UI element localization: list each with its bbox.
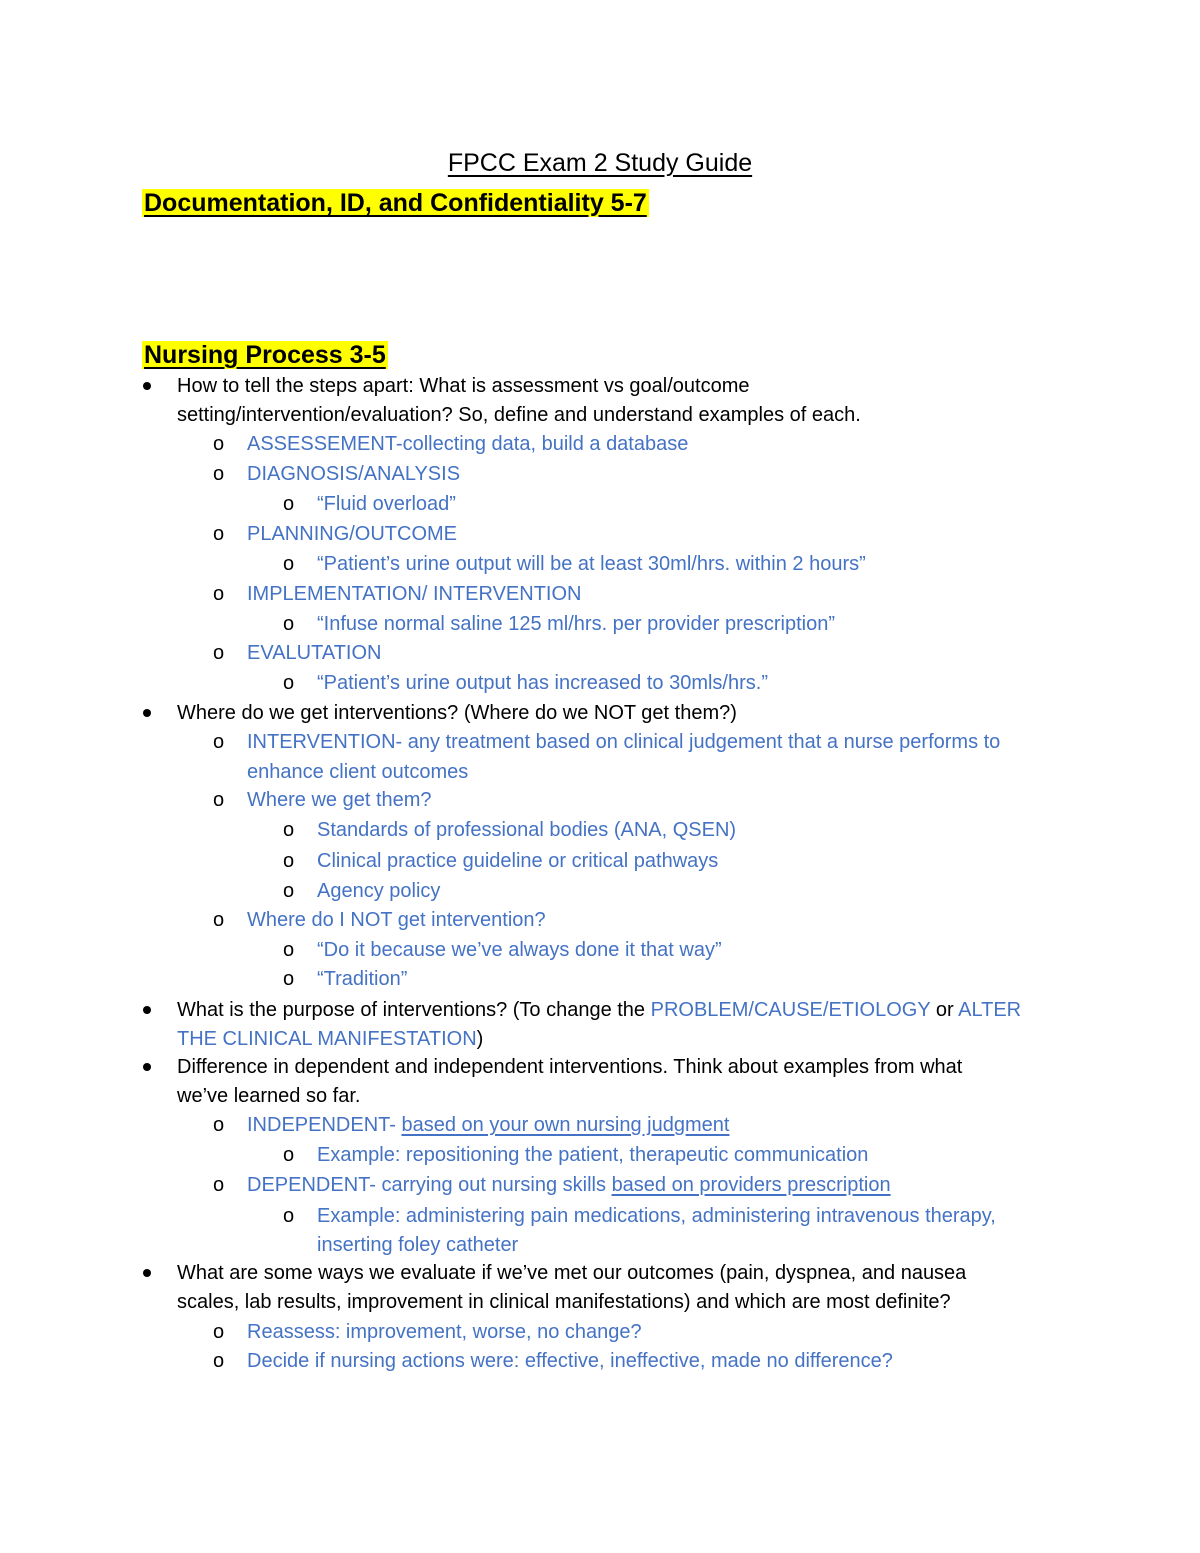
circle-bullet-icon: o [213,642,225,664]
bullet-2-line-1: Where do we get interventions? (Where do we NOT get them?) [177,702,737,724]
circle-bullet-icon: o [283,819,295,841]
step-assessment: ASSESSEMENT-collecting data, build a database [247,433,689,455]
step-evaluation: EVALUTATION [247,642,382,664]
dependent-definition: based on providers prescription [611,1174,891,1196]
circle-bullet-icon: o [213,909,225,931]
bullet-3-line-1 [177,995,1021,1025]
bullet-icon [143,1006,151,1014]
bullet-3-part-2: PROBLEM/CAUSE/ETIOLOGY [650,999,931,1021]
bullet-4-line-1: Difference in dependent and independent interventions. Think about examples from what [177,1056,963,1078]
section-heading-documentation-text: Documentation, ID, and Confidentiality 5-7 [144,189,647,217]
circle-bullet-icon: o [213,1174,225,1196]
intervention-definition-line-1: INTERVENTION- any treatment based on clinical judgement that a nurse performs to [247,731,1001,753]
source-standards: Standards of professional bodies (ANA, QSEN) [317,819,737,841]
bullet-5-line-1: What are some ways we evaluate if we’ve met our outcomes (pain, dyspnea, and nausea [177,1262,967,1284]
bullet-5-line-2: scales, lab results, improvement in clinical manifestations) and which are most definite? [177,1291,951,1313]
intervention-definition-line-2: enhance client outcomes [247,761,469,783]
circle-bullet-icon: o [283,850,295,872]
circle-bullet-icon: o [283,672,295,694]
circle-bullet-icon: o [283,613,295,635]
circle-bullet-icon: o [283,968,295,990]
decide-line: Decide if nursing actions were: effective, ineffective, made no difference? [247,1350,893,1372]
bullet-icon [143,1269,151,1277]
step-planning-example: “Patient’s urine output will be at least 30ml/hrs. within 2 hours” [317,553,866,575]
source-guidelines: Clinical practice guideline or critical pathways [317,850,719,872]
not-source-2: “Tradition” [317,968,408,990]
independent-definition: based on your own nursing judgment [401,1114,730,1136]
circle-bullet-icon: o [283,939,295,961]
where-not: Where do I NOT get intervention? [247,909,546,931]
section-heading-documentation [142,186,649,220]
where-we-get-them: Where we get them? [247,789,432,811]
circle-bullet-icon: o [213,789,225,811]
dependent-label: DEPENDENT- carrying out nursing skills [247,1174,612,1196]
circle-bullet-icon: o [213,1350,225,1372]
bullet-1-line-2: setting/intervention/evaluation? So, define and understand examples of each. [177,404,861,426]
circle-bullet-icon: o [283,1205,295,1227]
section-heading-nursing-process [142,338,388,372]
circle-bullet-icon: o [283,880,295,902]
bullet-3-part-5: THE CLINICAL MANIFESTATION [177,1028,477,1050]
bullet-3-part-1: What is the purpose of interventions? (To change the [177,999,651,1021]
circle-bullet-icon: o [213,523,225,545]
circle-bullet-icon: o [213,1114,225,1136]
independent-example: Example: repositioning the patient, therapeutic communication [317,1144,869,1166]
step-implementation-example: “Infuse normal saline 125 ml/hrs. per provider prescription” [317,613,835,635]
step-evaluation-example: “Patient’s urine output has increased to 30mls/hrs.” [317,672,768,694]
source-agency-policy: Agency policy [317,880,441,902]
circle-bullet-icon: o [283,493,295,515]
bullet-1-line-1: How to tell the steps apart: What is assessment vs goal/outcome [177,375,750,397]
bullet-3-part-6: ) [476,1028,484,1050]
circle-bullet-icon: o [213,731,225,753]
step-planning: PLANNING/OUTCOME [247,523,458,545]
bullet-4-line-2: we’ve learned so far. [177,1085,361,1107]
dependent-example-line-2: inserting foley catheter [317,1234,519,1256]
circle-bullet-icon: o [283,1144,295,1166]
circle-bullet-icon: o [213,463,225,485]
not-source-1: “Do it because we’ve always done it that way” [317,939,722,961]
bullet-3-part-4: ALTER [958,999,1022,1021]
dependent-example-line-1: Example: administering pain medications, administering intravenous therapy, [317,1205,996,1227]
document-title: FPCC Exam 2 Study Guide [447,149,753,177]
circle-bullet-icon: o [213,1321,225,1343]
reassess-line: Reassess: improvement, worse, no change? [247,1321,642,1343]
bullet-3-line-2 [177,1024,483,1054]
bullet-icon [143,709,151,717]
independent-label: INDEPENDENT- [247,1114,402,1136]
dependent-line [247,1170,891,1200]
circle-bullet-icon: o [213,583,225,605]
step-implementation: IMPLEMENTATION/ INTERVENTION [247,583,582,605]
bullet-icon [143,382,151,390]
bullet-icon [143,1063,151,1071]
independent-line [247,1110,729,1140]
step-diagnosis-example: “Fluid overload” [317,493,456,515]
bullet-3-part-3: or [930,999,959,1021]
circle-bullet-icon: o [213,433,225,455]
step-diagnosis: DIAGNOSIS/ANALYSIS [247,463,461,485]
section-heading-nursing-process-text: Nursing Process 3-5 [144,341,386,369]
circle-bullet-icon: o [283,553,295,575]
